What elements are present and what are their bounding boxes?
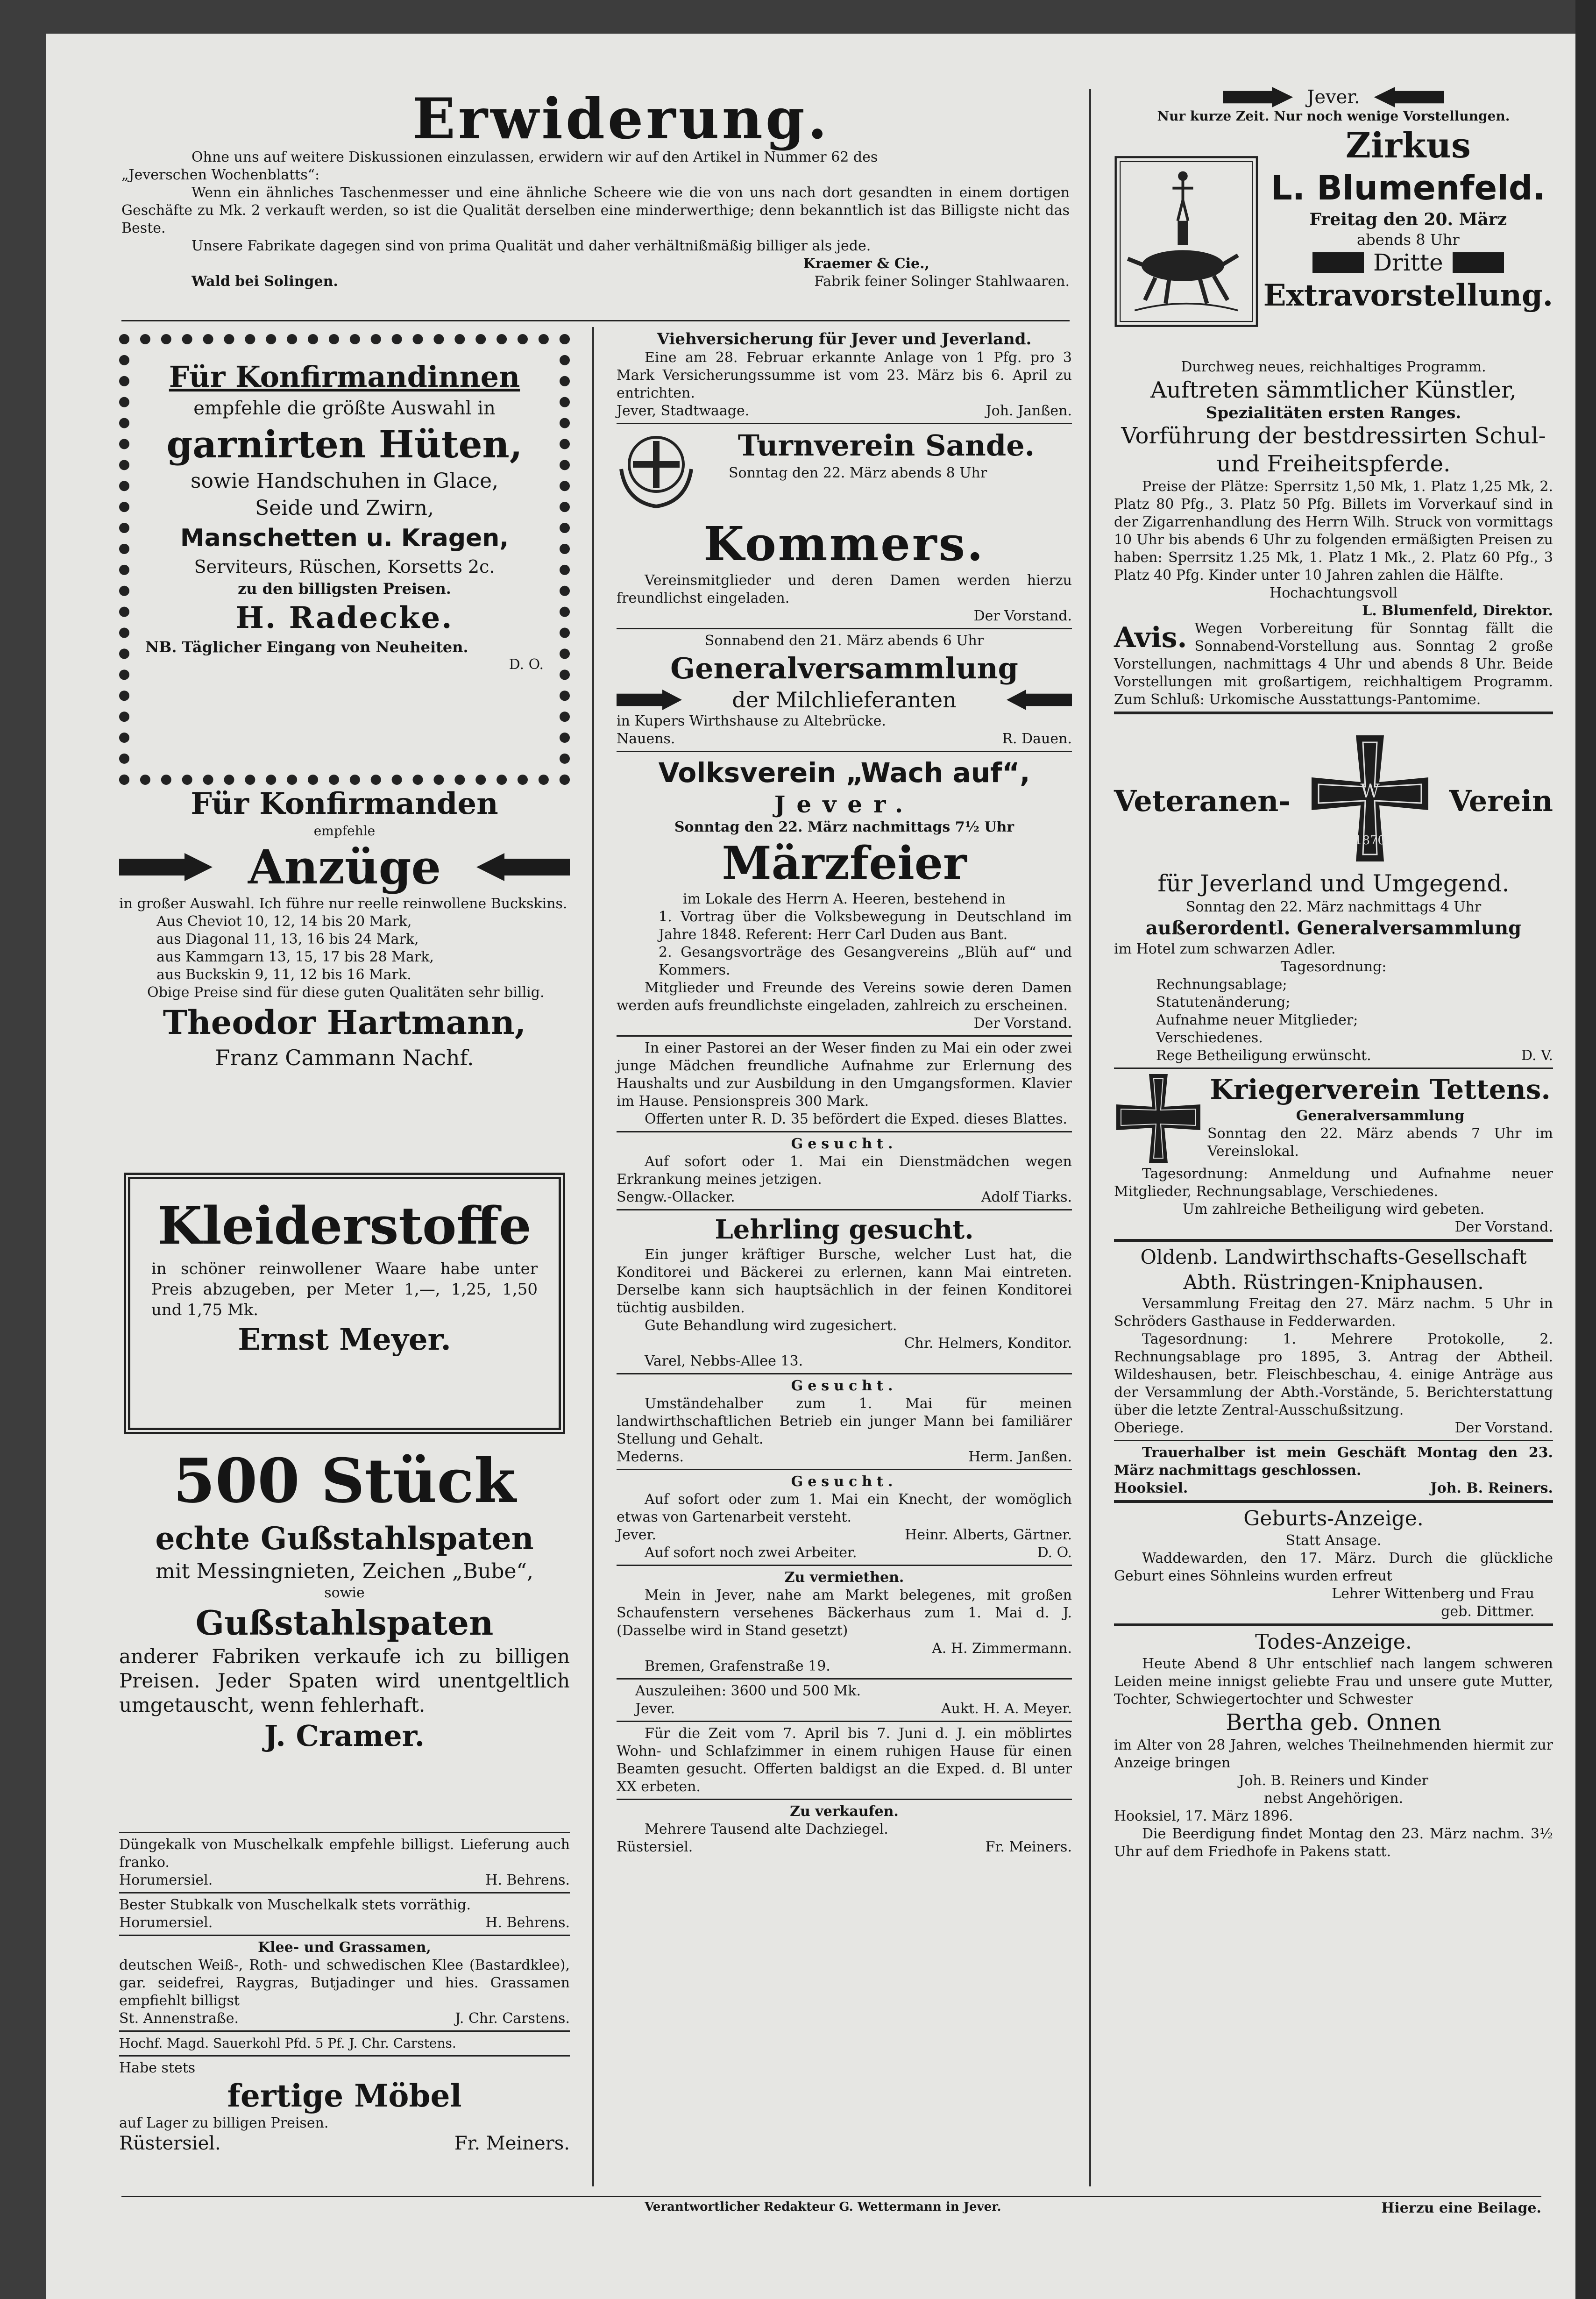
radecke-l2: sowie Handschuhen in Glace, <box>190 469 499 493</box>
veteran-h3: für Jeverland und Umgegend. <box>1157 870 1510 897</box>
carstens-heading: Klee- und Grassamen, <box>258 1939 431 1956</box>
volks-l1: Sonntag den 22. März nachmittags 7½ Uhr <box>674 819 1014 835</box>
janssen-heading: Gesucht. <box>791 1378 898 1394</box>
landw-l2: Tagesordnung: 1. Mehrere Protokolle, 2. Rechnungsablage pro 1895, 3. Antrag der Abtheil. Wildeshausen, betr. Fleischbeschau, 4. einige Anträge aus der Versammlung der Abth.-Vorstände, 5. Berichterstattung über die letzte Zentral-Ausschußsitzung. <box>1114 1331 1553 1418</box>
column-rule-1 <box>592 327 594 2186</box>
krieger-name: Der Vorstand. <box>1454 1219 1553 1235</box>
cramer-l1: echte Gußstahlspaten <box>155 1520 534 1557</box>
radecke-l5: Serviteurs, Rüschen, Korsetts 2c. <box>194 556 495 577</box>
col1 <box>617 329 1072 1856</box>
reiners1-l1: Trauerhalber ist mein Geschäft Montag den 23. März nachmittags geschlossen. <box>1114 1445 1553 1479</box>
janssen-name: Herm. Janßen. <box>968 1449 1072 1465</box>
helmers-l2: Gute Behandlung wird zugesichert. <box>645 1317 897 1334</box>
cramer-l4: Gußstahlspaten <box>195 1603 494 1643</box>
divider <box>617 1721 1072 1722</box>
carstens-l2: Hochf. Magd. Sauerkohl Pfd. 5 Pf. J. Chr. Carstens. <box>119 2036 456 2051</box>
milch-l3: in Kupers Wirthshause zu Altebrücke. <box>617 713 886 729</box>
carstens-name: J. Chr. Carstens. <box>455 2010 570 2027</box>
divider <box>617 751 1072 752</box>
radecke-big: garnirten Hüten, <box>166 422 523 466</box>
meiners-l1: Habe stets <box>119 2060 196 2076</box>
geburt-l1: Statt Ansage. <box>1285 1532 1382 1549</box>
behrens2-name: H. Behrens. <box>485 1915 570 1931</box>
hartmann-sub: empfehle <box>313 823 376 839</box>
geburt-l4: geb. Dittmer. <box>1441 1603 1534 1620</box>
reiners1-name: Joh. B. Reiners. <box>1430 1480 1553 1496</box>
krieger-sub: Generalversammlung <box>1296 1108 1465 1124</box>
verkauf-heading: Zu verkaufen. <box>790 1803 899 1820</box>
zirkus-avis: Avis. <box>1114 621 1187 654</box>
landw-h2: Abth. Rüstringen-Kniphausen. <box>1183 1271 1484 1294</box>
turn-heading: Turnverein Sande. <box>738 428 1035 463</box>
behrens1-l1: Düngekalk von Muschelkalk empfehle billigst. Lieferung auch franko. <box>119 1836 570 1871</box>
hartmann-r1: Aus Cheviot 10, 12, 14 bis 20 Mark, <box>156 913 412 930</box>
zimmermann-place: Bremen, Grafenstraße 19. <box>645 1658 830 1674</box>
ausz-place: Jever. <box>635 1701 675 1717</box>
janssen-place: Mederns. <box>617 1449 684 1465</box>
veteran-item: Rechnungsablage; <box>1156 976 1287 993</box>
radecke-l6: zu den billigsten Preisen. <box>238 580 451 598</box>
zimmermann-heading: Zu vermiethen. <box>784 1569 904 1586</box>
hartmann-sub2: Franz Cammann Nachf. <box>215 1045 474 1070</box>
helmers-place: Varel, Nebbs-Allee 13. <box>645 1353 803 1369</box>
divider <box>617 628 1072 629</box>
hartmann-r3: aus Kammgarn 13, 15, 17 bis 28 Mark, <box>156 949 434 965</box>
vieh-l1: Eine am 28. Februar erkannte Anlage von 1 Pfg. pro 3 Mark Versicherungssumme ist vom 23. März bis 6. April zu entrichten. <box>617 349 1072 401</box>
volks-l3: Mitglieder und Freunde des Vereins sowie deren Damen werden aufs freundlichste eingeladen, zahlreich zu erscheinen. <box>617 980 1072 1014</box>
zirkus-d1: Freitag den 20. März <box>1309 210 1507 229</box>
zirkus-l1: Nur kurze Zeit. Nur noch wenige Vorstellungen. <box>1157 108 1510 124</box>
turner-emblem-icon <box>617 427 696 516</box>
krieger-l1: Sonntag den 22. März abends 7 Uhr im Vereinslokal. <box>1207 1125 1553 1160</box>
veteran-item: Verschiedenes. <box>1156 1030 1263 1046</box>
helmers-name: Chr. Helmers, Konditor. <box>904 1335 1072 1352</box>
column-rule-2 <box>1089 89 1091 2186</box>
zirkus-big: L. Blumenfeld. <box>1270 168 1546 207</box>
erwiderung-place: Wald bei Solingen. <box>192 273 338 290</box>
landw-h1: Oldenb. Landwirthschafts-Gesellschaft <box>1140 1246 1527 1268</box>
erwiderung-sign2: Fabrik feiner Solinger Stahlwaaren. <box>814 273 1070 290</box>
divider <box>119 1892 570 1893</box>
radecke-do: D. O. <box>509 656 544 673</box>
zirkus-top <box>1114 86 1553 108</box>
landw-name: Der Vorstand. <box>1454 1420 1553 1436</box>
zirkus-l3: Auftreten sämmtlicher Künstler, <box>1150 377 1517 403</box>
volks-i2: 2. Gesangsvorträge des Gesangvereins „Blüh auf“ und Kommers. <box>659 944 1072 978</box>
zimmer-l1: Für die Zeit vom 7. April bis 7. Juni d. J. ein möblirtes Wohn- und Schlafzimmer in einem ruhigen Hause für einen Beamten gesucht. Offerten baldigst an die Exped. d. Bl unter XX erbeten. <box>617 1725 1072 1795</box>
divider <box>119 1832 570 1833</box>
divider <box>1114 1500 1553 1503</box>
alberts-name: Heinr. Alberts, Gärtner. <box>905 1527 1072 1543</box>
zirkus-big2: Extravorstellung. <box>1263 278 1553 313</box>
veteran-header <box>1114 733 1553 868</box>
divider <box>617 1565 1072 1566</box>
cramer-l2: mit Messingnieten, Zeichen „Bube“, <box>156 1559 533 1583</box>
behrens2-l1: Bester Stubkalk von Muschelkalk stets vorräthig. <box>119 1897 471 1913</box>
veteran-name: D. V. <box>1521 1047 1553 1064</box>
erwiderung-l3: Wenn ein ähnliches Taschenmesser und eine ähnliche Scheere wie die von uns nach dort gesandten in einem dortigen Geschäfte zu Mk. 2 verkauft werden, so ist die Qualität derselben eine minderwerthige; denn bekanntlich ist das Billigste nicht das Beste. <box>121 185 1070 236</box>
zirkus-header <box>1114 125 1553 358</box>
circus-horse-illustration <box>1114 125 1259 358</box>
erwiderung-l2: „Jeverschen Wochenblatts“: <box>121 167 320 183</box>
carstens-place: St. Annenstraße. <box>119 2010 239 2027</box>
veteran-big: außerordentl. Generalversammlung <box>1145 917 1522 939</box>
radecke-l1: empfehle die größte Auswahl in <box>193 398 496 419</box>
divider <box>1114 1440 1553 1441</box>
divider <box>1114 1239 1553 1242</box>
zirkus-d3-row <box>1263 249 1553 276</box>
divider <box>617 1678 1072 1680</box>
alberts-l1: Auf sofort oder zum 1. Mai ein Knecht, der womöglich etwas von Gartenarbeit versteht. <box>617 1491 1072 1525</box>
alberts-name2: D. O. <box>1037 1545 1072 1561</box>
tod-l6: Die Beerdigung findet Montag den 23. März nachm. 3½ Uhr auf dem Friedhofe in Pakens statt. <box>1114 1826 1553 1860</box>
divider <box>617 1799 1072 1800</box>
janssen-l1: Umständehalber zum 1. Mai für meinen landwirthschaftlichen Betrieb ein junger Mann bei familiärer Stellung und Gehalt. <box>617 1395 1072 1447</box>
tod-l2: im Alter von 28 Jahren, welches Theilnehmenden hiermit zur Anzeige bringen <box>1114 1737 1553 1771</box>
divider <box>617 1209 1072 1210</box>
hartmann-banner <box>119 839 570 895</box>
pointing-hand-icon <box>1223 87 1293 107</box>
pointing-hand-left-icon <box>476 853 570 881</box>
alberts-heading: Gesucht. <box>791 1473 898 1490</box>
black-bar-icon <box>1453 252 1504 273</box>
veteran-l2: im Hotel zum schwarzen Adler. <box>1114 941 1336 957</box>
veteran-l1: Sonntag den 22. März nachmittags 4 Uhr <box>1185 899 1482 915</box>
zirkus-d3: Dritte <box>1373 249 1443 276</box>
meiners-name: Fr. Meiners. <box>454 2133 570 2154</box>
veteran-l4: Rege Betheiligung erwünscht. <box>1156 1047 1371 1064</box>
zirkus-l2: Durchweg neues, reichhaltiges Programm. <box>1181 359 1486 375</box>
veteran-item: Statutenänderung; <box>1156 994 1291 1011</box>
krieger-heading: Kriegerverein Tettens. <box>1210 1074 1551 1105</box>
pointing-hand-icon <box>119 853 213 881</box>
volks-i1: 1. Vortrag über die Volksbewegung in Deutschland im Jahre 1848. Referent: Herr Carl Duden aus Bant. <box>659 909 1072 943</box>
divider <box>119 2030 570 2032</box>
zirkus-l6: Preise der Plätze: Sperrsitz 1,50 Mk, 1. Platz 1,25 Mk, 2. Platz 80 Pfg., 3. Platz 50 Pfg. Billets im Vorverkauf sind in der Zigarrenhandlung des Herrn Wilh. Struck von vormittags 10 Uhr bis abends 6 Uhr zu folgenden ermäßigten Preisen zu haben: Sperrsitz 1.25 Mk, 1. Platz 1 Mk., 2. Platz 60 Pfg., 3 Platz 40 Pfg. Kinder unter 10 Jahren zahlen die Hälfte. <box>1114 478 1553 584</box>
erwiderung-body <box>121 149 1070 291</box>
footer-editor: Verantwortlicher Redakteur G. Wettermann in Jever. <box>645 2200 1001 2214</box>
veteran-year: 1870 <box>1354 833 1385 847</box>
cramer-l5: anderer Fabriken verkaufe ich zu billigen Preisen. Jeder Spaten wird unentgeltlich umgetauscht, wenn fehlerhaft. <box>119 1645 570 1716</box>
veteran-l3: Tagesordnung: <box>1280 959 1387 975</box>
divider <box>1114 712 1553 714</box>
radecke-heading: Für Konfirmandinnen <box>169 360 520 394</box>
pastorei-l2: Offerten unter R. D. 35 befördert die Exped. dieses Blattes. <box>645 1111 1067 1127</box>
krieger-header <box>1114 1072 1553 1165</box>
geburt-heading: Geburts-Anzeige. <box>1243 1507 1424 1530</box>
milch-name: R. Dauen. <box>1002 731 1072 747</box>
cramer-name: J. Cramer. <box>264 1719 425 1753</box>
erwiderung-title: Erwiderung. <box>412 86 830 152</box>
col2 <box>1114 86 1553 1861</box>
zirkus-top-label: Jever. <box>1307 86 1360 108</box>
hartmann-big: Anzüge <box>248 840 441 895</box>
zirkus-d2: abends 8 Uhr <box>1357 231 1460 249</box>
tiarks-l1: Auf sofort oder 1. Mai ein Dienstmädchen wegen Erkrankung meines jetzigen. <box>617 1153 1072 1188</box>
black-bar-icon <box>1312 252 1364 273</box>
iron-cross-icon <box>1114 1072 1203 1165</box>
erwiderung-ad <box>177 86 1065 152</box>
radecke-ad <box>119 334 570 785</box>
col0-small-ads <box>119 1829 570 2155</box>
milch-place: Nauens. <box>617 731 675 747</box>
iron-cross-icon <box>1305 733 1435 868</box>
footer-beilage: Hierzu eine Beilage. <box>1381 2200 1541 2216</box>
erwiderung-rule <box>121 320 1070 321</box>
erwiderung-l4: Unsere Fabrikate dagegen sind von prima Qualität und daher verhältnißmäßig billiger als jede. <box>192 238 871 254</box>
behrens2-place: Horumersiel. <box>119 1915 213 1931</box>
geburt-l2: Waddewarden, den 17. März. Durch die glückliche Geburt eines Söhnleins wurden erfreut <box>1114 1550 1553 1584</box>
landw-l1: Versammlung Freitag den 27. März nachm. 5 Uhr in Schröders Gasthause in Fedderwarden. <box>1114 1295 1553 1330</box>
meyer-ad <box>124 1173 565 1434</box>
pointing-hand-icon <box>617 690 682 710</box>
zirkus-l5: Vorführung der bestdressirten Schul- und Freiheitspferde. <box>1121 423 1546 477</box>
svg-text:W: W <box>1360 781 1380 802</box>
hartmann-r4: aus Buckskin 9, 11, 12 bis 16 Mark. <box>156 967 411 983</box>
hartmann-heading: Für Konfirmanden <box>191 786 498 821</box>
hartmann-ad <box>119 785 570 1072</box>
vieh-name: Joh. Janßen. <box>986 403 1072 419</box>
behrens1-place: Horumersiel. <box>119 1872 213 1888</box>
tod-l4: nebst Angehörigen. <box>1263 1790 1404 1807</box>
zirkus-l8: Wegen Vorbereitung für Sonntag fällt die Sonnabend-Vorstellung aus. Sonntag 2 große Vorstellungen, nachmittags 4 Uhr und abends 8 Uhr. Beide Vorstellungen mit großartigem, reichhaltigem Programm. Zum Schluß: Urkomische Ausstattungs-Pantomime. <box>1114 620 1553 708</box>
radecke-l3: Seide und Zwirn, <box>255 496 434 520</box>
divider <box>617 1131 1072 1132</box>
alberts-place: Jever. <box>617 1527 657 1543</box>
meiners-big: fertige Möbel <box>227 2078 462 2114</box>
volks-heading: Volksverein „Wach auf“, <box>658 757 1030 789</box>
hartmann-name: Theodor Hartmann, <box>163 1003 526 1042</box>
volks-l2: im Lokale des Herrn A. Heeren, bestehend in <box>683 891 1006 907</box>
meyer-l1: in schöner reinwollener Waare habe unter Preis abzugeben, per Meter 1,—, 1,25, 1,50 und 1,75 Mk. <box>151 1260 538 1319</box>
hartmann-l1: in großer Auswahl. Ich führe nur reelle reinwollene Buckskins. <box>119 896 567 912</box>
krieger-l3: Um zahlreiche Betheiligung wird gebeten. <box>1182 1201 1485 1217</box>
volks-town: Jever. <box>774 790 915 818</box>
meyer-big: Kleiderstoffe <box>157 1196 532 1256</box>
radecke-l4: Manschetten u. Kragen, <box>180 524 509 552</box>
tod-heading: Todes-Anzeige. <box>1255 1630 1412 1654</box>
meyer-name: Ernst Meyer. <box>238 1322 451 1357</box>
behrens1-name: H. Behrens. <box>485 1872 570 1888</box>
turn-big: Kommers. <box>703 516 985 571</box>
zirkus-name: L. Blumenfeld, Direktor. <box>1362 603 1553 619</box>
veteran-item: Aufnahme neuer Mitglieder; <box>1156 1012 1358 1028</box>
verkauf-name: Fr. Meiners. <box>985 1839 1072 1855</box>
pointing-hand-left-icon <box>1007 690 1072 710</box>
page-edge <box>1575 0 1596 2299</box>
zirkus-heading: Zirkus <box>1345 126 1471 166</box>
ausz-l1: Auszuleihen: 3600 und 500 Mk. <box>635 1683 861 1699</box>
verkauf-place: Rüstersiel. <box>617 1839 693 1855</box>
pointing-hand-left-icon <box>1374 87 1444 107</box>
divider <box>617 1373 1072 1374</box>
volks-big: Märzfeier <box>722 837 967 890</box>
turn-ad <box>617 427 1072 516</box>
footer <box>121 2196 1541 2216</box>
zimmermann-name: A. H. Zimmermann. <box>932 1640 1072 1657</box>
meiners-place: Rüstersiel. <box>119 2133 221 2154</box>
veteran-h1: Veteranen- <box>1114 783 1291 818</box>
zirkus-l4: Spezialitäten ersten Ranges. <box>1206 404 1461 422</box>
tod-l3: Joh. B. Reiners und Kinder <box>1239 1772 1428 1789</box>
volks-name: Der Vorstand. <box>973 1015 1072 1032</box>
tiarks-name: Adolf Tiarks. <box>981 1189 1072 1205</box>
geburt-l3: Lehrer Wittenberg und Frau <box>1332 1586 1534 1602</box>
cramer-big: 500 Stück <box>173 1445 516 1516</box>
landw-place: Oberiege. <box>1114 1420 1184 1436</box>
cramer-ad <box>119 1444 570 1755</box>
vieh-place: Jever, Stadtwaage. <box>617 403 750 419</box>
milch-big: Generalversammlung <box>670 651 1018 685</box>
radecke-name: H. Radecke. <box>235 600 454 635</box>
reiners1-place: Hooksiel. <box>1114 1480 1188 1496</box>
milch-banner <box>617 687 1072 712</box>
divider <box>617 423 1072 424</box>
divider <box>119 2055 570 2057</box>
alberts-l2: Auf sofort noch zwei Arbeiter. <box>645 1545 857 1561</box>
radecke-nb: NB. Täglicher Eingang von Neuheiten. <box>145 638 468 656</box>
turn-name: Der Vorstand. <box>973 608 1072 624</box>
divider <box>1114 1068 1553 1069</box>
helmers-l1: Ein junger kräftiger Bursche, welcher Lust hat, die Konditorei und Bäckerei zu erlernen, kann Mai eintreten. Derselbe kann sich hauptsächlich in der feinen Konditorei tüchtig ausbilden. <box>617 1246 1072 1316</box>
erwiderung-sign1: Kraemer & Cie., <box>803 256 929 272</box>
meiners-l2: auf Lager zu billigen Preisen. <box>119 2115 329 2131</box>
divider <box>617 1469 1072 1470</box>
vieh-heading: Viehversicherung für Jever und Jeverland. <box>657 330 1032 349</box>
tod-l1: Heute Abend 8 Uhr entschlief nach langem schweren Leiden meine innigst geliebte Frau und unsere gute Mutter, Tochter, Schwiegertochter und Schwester <box>1114 1656 1553 1708</box>
pastorei-l1: In einer Pastorei an der Weser finden zu Mai ein oder zwei junge Mädchen freundliche Aufnahme zur Erlernung des Haushalts und zur Ausbildung in den Umgangsformen. Klavier im Hause. Pensionspreis 300 Mark. <box>617 1040 1072 1110</box>
milch-l1: Sonnabend den 21. März abends 6 Uhr <box>704 633 984 649</box>
turn-l2: Vereinsmitglieder und deren Damen werden hierzu freundlichst eingeladen. <box>617 572 1072 606</box>
helmers-heading: Lehrling gesucht. <box>715 1214 974 1245</box>
hartmann-r2: aus Diagonal 11, 13, 16 bis 24 Mark, <box>156 931 419 947</box>
cramer-l3: sowie <box>324 1585 365 1601</box>
turn-l1: Sonntag den 22. März abends 8 Uhr <box>729 465 987 481</box>
veteran-h2: Verein <box>1449 783 1553 818</box>
carstens-l1: deutschen Weiß-, Roth- und schwedischen Klee (Bastardklee), gar. seidefrei, Raygras, Butjadinger und hies. Grassamen empfiehlt billigst <box>119 1957 570 2009</box>
divider <box>617 1035 1072 1037</box>
ausz-name: Aukt. H. A. Meyer. <box>941 1701 1072 1717</box>
tod-l5: Hooksiel, 17. März 1896. <box>1114 1808 1293 1824</box>
tiarks-heading: Gesucht. <box>791 1136 898 1152</box>
verkauf-l1: Mehrere Tausend alte Dachziegel. <box>645 1821 888 1837</box>
tod-big: Bertha geb. Onnen <box>1226 1709 1441 1736</box>
erwiderung-l1: Ohne uns auf weitere Diskussionen einzulassen, erwidern wir auf den Artikel in Nummer 62 des <box>192 149 878 165</box>
hartmann-l2: Obige Preise sind für diese guten Qualitäten sehr billig. <box>147 984 545 1001</box>
divider <box>119 1935 570 1936</box>
tiarks-place: Sengw.-Ollacker. <box>617 1189 735 1205</box>
milch-l2: der Milchlieferanten <box>732 687 957 712</box>
divider <box>1114 1623 1553 1626</box>
krieger-l2: Tagesordnung: Anmeldung und Aufnahme neuer Mitglieder, Rechnungsablage, Verschiedenes. <box>1114 1166 1553 1200</box>
zirkus-l7: Hochachtungsvoll <box>1270 585 1397 601</box>
zimmermann-l1: Mein in Jever, nahe am Markt belegenes, mit großen Schaufenstern versehenes Bäckerhaus zum 1. Mai d. J. (Dasselbe wird in Stand gesetzt) <box>617 1587 1072 1639</box>
